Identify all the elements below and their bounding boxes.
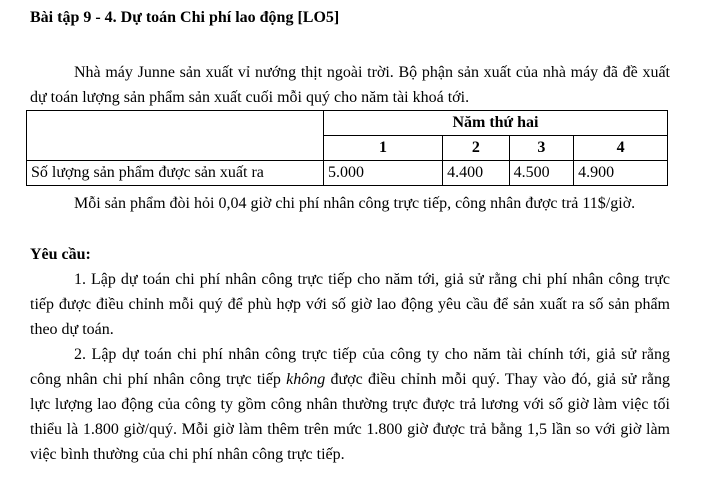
quarter-2-header: 2 — [443, 136, 509, 161]
requirement-2 — [30, 342, 670, 467]
requirement-1: 1. Lập dự toán chi phí nhân công trực tiếp cho năm tới, giả sử rằng chi phí nhân công trực tiếp được điều chỉnh mỗi quý để phù hợp với số giờ lao động yêu cầu để sản xuất ra số sản phẩm theo dự toán. — [30, 271, 670, 338]
intro-paragraph: Nhà máy Junne sản xuất vỉ nướng thịt ngoài trời. Bộ phận sản xuất của nhà máy đã đề xuất dự toán lượng sản phẩm sản xuất cuối mỗi quý cho năm tài khoá tới. — [30, 64, 670, 106]
table-row — [27, 161, 668, 186]
quarter-1-value: 5.000 — [323, 161, 442, 186]
requirement-2-emphasis: không — [286, 371, 326, 388]
quarter-3-header: 3 — [509, 136, 574, 161]
quarter-2-value: 4.400 — [443, 161, 509, 186]
quarter-4-value: 4.900 — [574, 161, 668, 186]
exercise-title: Bài tập 9 - 4. Dự toán Chi phí lao động [LO5] — [30, 9, 340, 26]
table-empty-header-cell — [27, 111, 324, 161]
requirements-heading: Yêu cầu: — [30, 246, 91, 263]
requirement-2-part-1: 2. Lập dự toán chi phí nhân công trực tiếp của công ty cho năm tài chính tới, giả sử rằng công nhân chi phí nhân công trực tiếp — [30, 346, 670, 388]
cost-paragraph: Mỗi sản phẩm đòi hỏi 0,04 giờ chi phí nhân công trực tiếp, công nhân được trả 11$/giờ. — [74, 195, 636, 212]
row-label: Số lượng sản phẩm được sản xuất ra — [27, 161, 324, 186]
production-table — [26, 110, 668, 186]
year-header: Năm thứ hai — [323, 111, 667, 136]
quarter-3-value: 4.500 — [509, 161, 574, 186]
requirement-2-part-2: được điều chỉnh mỗi quý. Thay vào đó, giả sử rằng lực lượng lao động của công ty gồm công nhân thường trực được trả lương với số giờ làm việc tối thiểu là 1.800 giờ/quý. Mỗi giờ làm thêm trên mức 1.800 giờ được trả bằng 1,5 lần so với giờ làm việc bình thường của chi phí nhân công trực tiếp. — [30, 371, 671, 463]
quarter-4-header: 4 — [574, 136, 668, 161]
quarter-1-header: 1 — [323, 136, 442, 161]
table-header-row — [27, 111, 668, 136]
